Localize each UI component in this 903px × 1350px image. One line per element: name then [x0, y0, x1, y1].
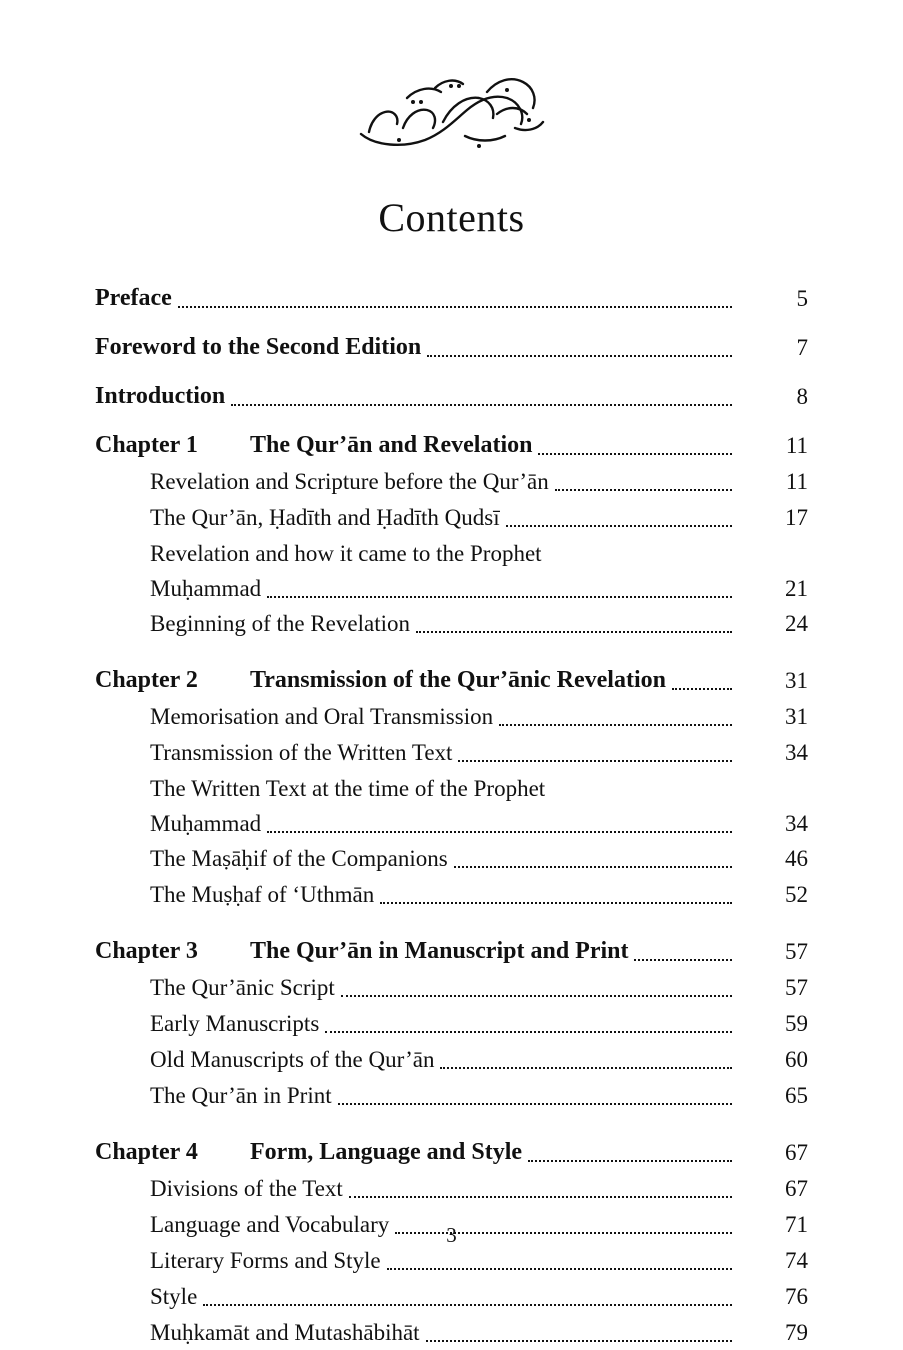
dot-leader: [440, 1066, 732, 1069]
toc-subentry-page: 57: [785, 975, 808, 1000]
dot-leader: [458, 759, 732, 762]
toc-subentry-page: 59: [785, 1011, 808, 1036]
toc-chapter-heading[interactable]: [95, 663, 808, 698]
toc-subentry-label: The Muṣḥaf of ‘Uthmān: [150, 882, 375, 907]
dot-leader: [426, 1339, 732, 1342]
dot-leader: [380, 901, 732, 904]
toc-top-group: [95, 281, 808, 414]
dot-leader: [325, 1030, 732, 1033]
toc-subentry-page: 34: [785, 811, 808, 836]
toc-subentry[interactable]: [95, 500, 808, 535]
toc-subentry[interactable]: [95, 1042, 808, 1077]
bismillah-calligraphy-icon: [95, 0, 808, 172]
toc-subentry-page: 34: [785, 740, 808, 765]
toc-chapter-group-3: [95, 934, 808, 1113]
toc-subentry-label: Beginning of the Revelation: [150, 611, 410, 636]
chapter-title: The Qur’ān in Manuscript and Print: [250, 938, 629, 964]
toc-subentry-label-line1: The Written Text at the time of the Prophet: [150, 776, 546, 801]
toc-subentry-page: 65: [785, 1083, 808, 1108]
toc-chapter-heading[interactable]: [95, 1135, 808, 1170]
toc-entry-introduction[interactable]: [95, 379, 808, 414]
toc-subentry[interactable]: [95, 1279, 808, 1314]
toc-subentry[interactable]: [95, 1243, 808, 1278]
toc-subentry-page: 17: [785, 505, 808, 530]
toc-subentry[interactable]: [95, 1006, 808, 1041]
dot-leader: [341, 994, 732, 997]
toc-subentry-label: The Qur’ān, Ḥadīth and Ḥadīth Qudsī: [150, 505, 500, 530]
toc-subentry[interactable]: [95, 735, 808, 770]
chapter-title: Transmission of the Qur’ānic Revelation: [250, 667, 666, 693]
toc-entry-label: Preface: [95, 285, 172, 311]
dot-leader: [499, 723, 732, 726]
dot-leader: [555, 488, 732, 491]
toc-subentry-page: 21: [785, 576, 808, 601]
toc-subentry-label: Language and Vocabulary: [150, 1212, 390, 1237]
toc-subentry-label-line2: Muḥammad: [150, 576, 262, 601]
toc-subentry[interactable]: [95, 536, 808, 606]
dot-leader: [506, 524, 732, 527]
toc-chapter-group-2: [95, 663, 808, 912]
toc-subentry-label: Style: [150, 1284, 198, 1309]
dot-leader: [634, 958, 732, 961]
toc-entry-page: 7: [796, 335, 808, 360]
toc-entry-page: 5: [796, 286, 808, 311]
dot-leader: [203, 1303, 732, 1306]
toc-subentry-label: Early Manuscripts: [150, 1011, 320, 1036]
toc-subentry-page: 60: [785, 1047, 808, 1072]
chapter-page: 11: [785, 433, 808, 458]
toc-subentry[interactable]: [95, 1171, 808, 1206]
toc-subentry-page: 67: [785, 1176, 808, 1201]
toc-chapter-group-1: [95, 428, 808, 641]
dot-leader: [454, 865, 732, 868]
toc-subentry[interactable]: [95, 877, 808, 912]
dot-leader: [387, 1267, 732, 1270]
toc-subentry-page: 46: [785, 846, 808, 871]
chapter-title: Form, Language and Style: [250, 1139, 523, 1165]
dot-leader: [427, 354, 732, 357]
dot-leader: [349, 1195, 732, 1198]
chapter-number: Chapter 2: [95, 667, 198, 693]
toc-subentry[interactable]: [95, 699, 808, 734]
dot-leader: [528, 1159, 732, 1162]
toc-subentry[interactable]: [95, 606, 808, 641]
toc-subentry-label: Divisions of the Text: [150, 1176, 343, 1201]
chapter-title: The Qur’ān and Revelation: [250, 432, 533, 458]
toc-subentry-label: Revelation and Scripture before the Qur’ān: [150, 469, 549, 494]
toc-subentry-label: Literary Forms and Style: [150, 1248, 381, 1273]
toc-chapter-heading[interactable]: [95, 934, 808, 969]
dot-leader: [538, 452, 732, 455]
toc-subentry-label: The Qur’ānic Script: [150, 975, 335, 1000]
dot-leader: [267, 830, 732, 833]
toc-subentry-label: The Qur’ān in Print: [150, 1083, 332, 1108]
toc-subentry[interactable]: [95, 841, 808, 876]
toc-subentry[interactable]: [95, 464, 808, 499]
toc-subentry-page: 24: [785, 611, 808, 636]
toc-subentry[interactable]: [95, 1315, 808, 1350]
page-title: Contents: [378, 195, 525, 240]
chapter-page: 31: [785, 668, 808, 693]
toc-subentry-label-line1: Revelation and how it came to the Prophet: [150, 541, 542, 566]
toc-subentry[interactable]: [95, 1078, 808, 1113]
toc-subentry-page: 11: [785, 469, 808, 494]
chapter-number: Chapter 4: [95, 1139, 198, 1165]
toc-subentry-page: 79: [785, 1320, 808, 1345]
toc-entry-label: Introduction: [95, 383, 226, 409]
dot-leader: [672, 687, 732, 690]
dot-leader: [416, 630, 732, 633]
toc-subentry-label-line2: Muḥammad: [150, 811, 262, 836]
toc-subentry-label: Old Manuscripts of the Qur’ān: [150, 1047, 435, 1072]
dot-leader: [338, 1102, 732, 1105]
toc-entry-page: 8: [796, 384, 808, 409]
toc-subentry-page: 52: [785, 882, 808, 907]
toc-entry-foreword[interactable]: [95, 330, 808, 365]
toc-subentry-page: 76: [785, 1284, 808, 1309]
table-of-contents: [95, 281, 808, 1350]
dot-leader: [178, 305, 732, 308]
toc-subentry-page: 71: [785, 1212, 808, 1237]
toc-subentry-label: Transmission of the Written Text: [150, 740, 453, 765]
dot-leader: [267, 595, 732, 598]
page-folio-number: 3: [446, 1223, 457, 1247]
toc-subentry[interactable]: [95, 970, 808, 1005]
toc-subentry-label: The Maṣāḥif of the Companions: [150, 846, 448, 871]
chapter-number: Chapter 1: [95, 432, 198, 458]
toc-entry-preface[interactable]: [95, 281, 808, 316]
toc-chapter-heading[interactable]: [95, 428, 808, 463]
chapter-page: 57: [785, 939, 808, 964]
chapter-number: Chapter 3: [95, 938, 198, 964]
toc-subentry-page: 31: [785, 704, 808, 729]
dot-leader: [231, 403, 732, 406]
toc-subentry[interactable]: [95, 771, 808, 841]
chapter-page: 67: [785, 1140, 808, 1165]
toc-entry-label: Foreword to the Second Edition: [95, 334, 422, 360]
toc-subentry-page: 74: [785, 1248, 808, 1273]
toc-subentry-label: Memorisation and Oral Transmission: [150, 704, 494, 729]
toc-subentry-label: Muḥkamāt and Mutashābihāt: [150, 1320, 420, 1345]
